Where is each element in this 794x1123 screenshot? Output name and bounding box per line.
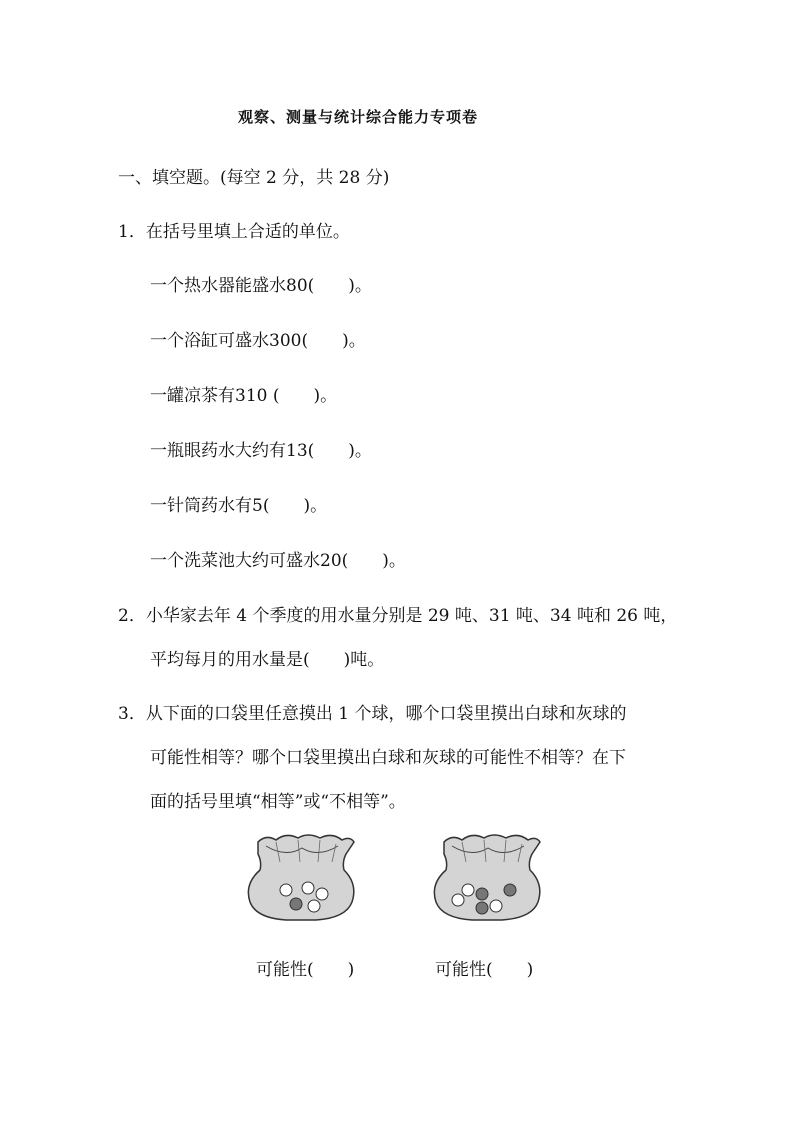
white-ball bbox=[462, 884, 474, 896]
white-ball bbox=[452, 894, 464, 906]
question-3-line: 面的括号里填“相等”或“不相等”。 bbox=[150, 792, 406, 812]
question-1-item: 一罐凉茶有310 ( )。 bbox=[150, 386, 338, 406]
bag-1-answer-label: 可能性( ) bbox=[256, 960, 355, 980]
section-heading: 一、填空题。(每空 2 分，共 28 分) bbox=[118, 168, 390, 188]
white-ball bbox=[302, 882, 314, 894]
question-1-item: 一个洗菜池大约可盛水20( )。 bbox=[150, 551, 406, 571]
question-3-line: 3．从下面的口袋里任意摸出 1 个球，哪个口袋里摸出白球和灰球的 bbox=[118, 704, 627, 724]
question-1-item: 一个浴缸可盛水300( )。 bbox=[150, 331, 366, 351]
question-2-line: 平均每月的用水量是( )吨。 bbox=[150, 650, 385, 670]
page-title: 观察、测量与统计综合能力专项卷 bbox=[238, 108, 479, 126]
question-1-stem: 1．在括号里填上合适的单位。 bbox=[118, 222, 350, 242]
bag-2-answer-label: 可能性( ) bbox=[435, 960, 534, 980]
question-2-line: 2．小华家去年 4 个季度的用水量分别是 29 吨、31 吨、34 吨和 26 吨， bbox=[118, 606, 678, 626]
gray-ball bbox=[290, 898, 302, 910]
question-1-item: 一瓶眼药水大约有13( )。 bbox=[150, 441, 372, 461]
question-1-item: 一针筒药水有5( )。 bbox=[150, 496, 328, 516]
white-ball bbox=[280, 884, 292, 896]
question-1-item: 一个热水器能盛水80( )。 bbox=[150, 276, 372, 296]
white-ball bbox=[308, 900, 320, 912]
gray-ball bbox=[476, 902, 488, 914]
bag-image-1 bbox=[246, 832, 358, 922]
white-ball bbox=[490, 900, 502, 912]
question-3-line: 可能性相等？哪个口袋里摸出白球和灰球的可能性不相等？在下 bbox=[150, 748, 626, 768]
gray-ball bbox=[504, 884, 516, 896]
white-ball bbox=[316, 888, 328, 900]
bag-image-2 bbox=[432, 832, 544, 922]
gray-ball bbox=[476, 888, 488, 900]
